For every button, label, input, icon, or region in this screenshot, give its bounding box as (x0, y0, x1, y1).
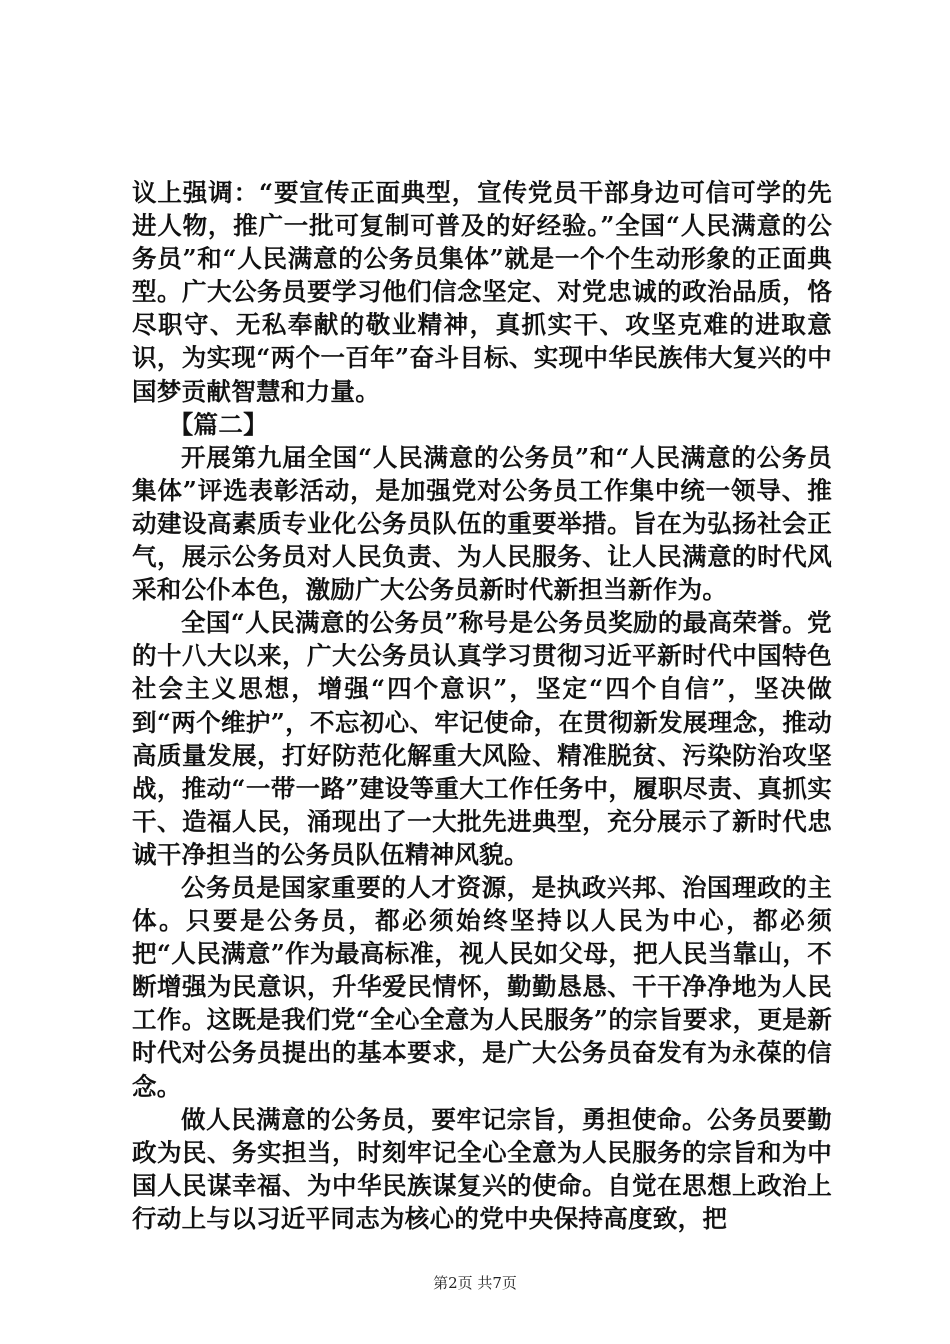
paragraph: 做人民满意的公务员，要牢记宗旨，勇担使命。公务员要勤政为民、务实担当，时刻牢记全心全意为人民服务的宗旨和为中国人民谋幸福、为中华民族谋复兴的使命。自觉在思想上政治上行动上与以习近平同志为核心的党中央保持高度致，把 (132, 1104, 832, 1233)
page-number-footer: 第2页 共7页 (433, 1274, 517, 1292)
document-body (132, 176, 832, 1235)
paragraph: 全国“人民满意的公务员”称号是公务员奖励的最高荣誉。党的十八大以来，广大公务员认真学习贯彻习近平新时代中国特色社会主义思想，增强“四个意识”，坚定“四个自信”，坚决做到“两个维护”，不忘初心、牢记使命，在贯彻新发展理念，推动高质量发展，打好防范化解重大风险、精准脱贫、污染防治攻坚战，推动“一带一路”建设等重大工作任务中，履职尽责、真抓实干、造福人民，涌现出了一大批先进典型，充分展示了新时代忠诚干净担当的公务员队伍精神风貌。 (132, 608, 832, 869)
paragraph-continuation: 议上强调：“要宣传正面典型，宣传党员干部身边可信可学的先进人物，推广一批可复制可普及的好经验。”全国“人民满意的公务员”和“人民满意的公务员集体”就是一个个生动形象的正面典型。广大公务员要学习他们信念坚定、对党忠诚的政治品质，恪尽职守、无私奉献的敬业精神，真抓实干、攻坚克难的进取意识，为实现“两个一百年”奋斗目标、实现中华民族伟大复兴的中国梦贡献智慧和力量。 (132, 178, 832, 406)
paragraph: 开展第九届全国“人民满意的公务员”和“人民满意的公务员集体”评选表彰活动，是加强党对公务员工作集中统一领导、推动建设高素质专业化公务员队伍的重要举措。旨在为弘扬社会正气，展示公务员对人民负责、为人民服务、让人民满意的时代风采和公仆本色，激励广大公务员新时代新担当新作为。 (132, 442, 832, 605)
paragraph: 公务员是国家重要的人才资源，是执政兴邦、治国理政的主体。只要是公务员，都必须始终坚持以人民为中心，都必须把“人民满意”作为最高标准，视人民如父母，把人民当靠山，不断增强为民意识，升华爱民情怀，勤勤恳恳、干干净净地为人民工作。这既是我们党“全心全意为人民服务”的宗旨要求，更是新时代对公务员提出的基本要求，是广大公务员奋发有为永葆的信念。 (132, 872, 832, 1101)
section-heading: 【篇二】 (168, 409, 268, 439)
